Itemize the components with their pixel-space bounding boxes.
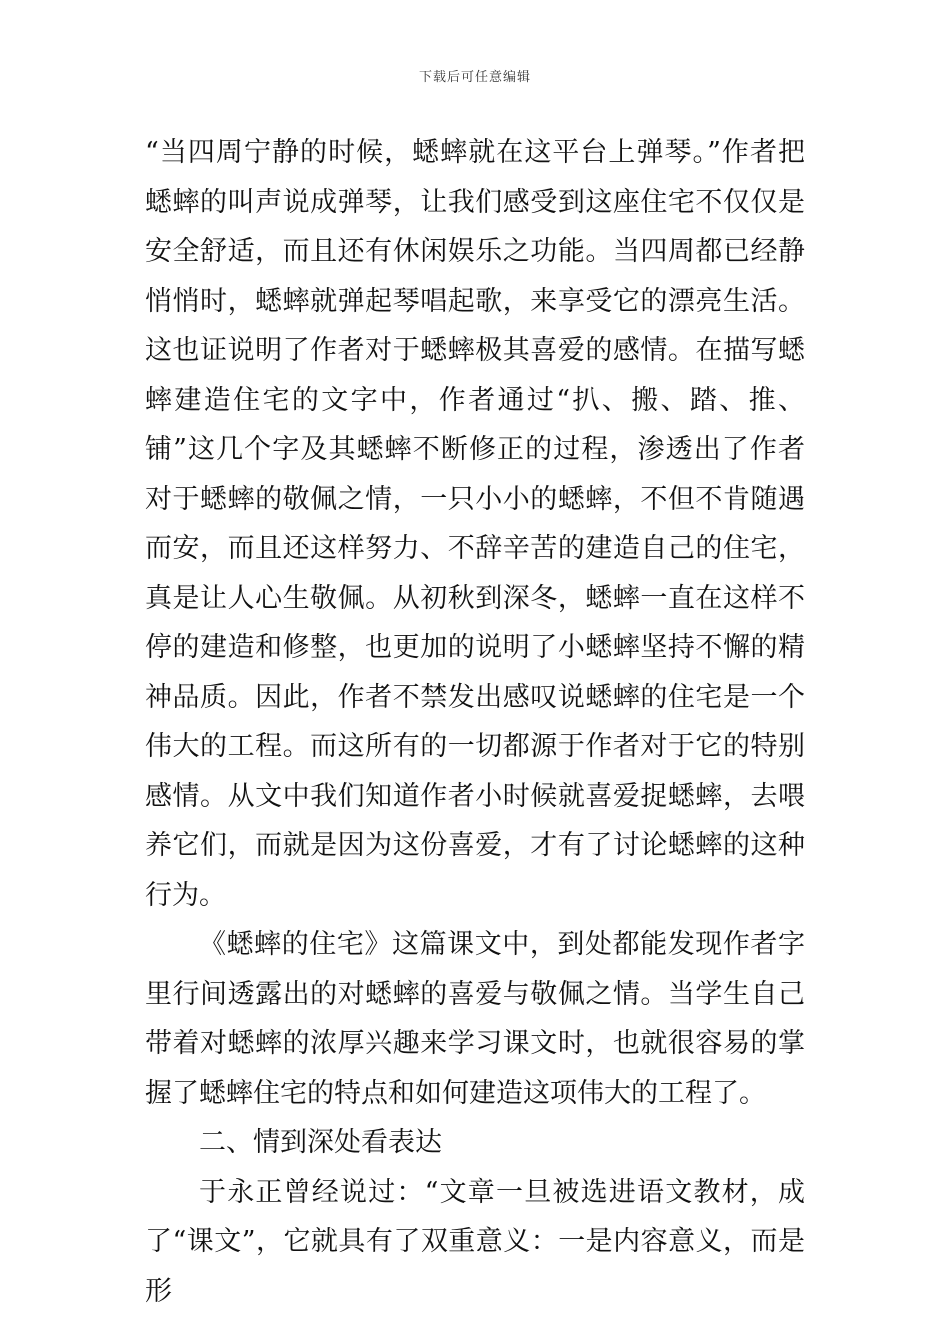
paragraph-2: 《蟋蟀的住宅》这篇课文中，到处都能发现作者字里行间透露出的对蟋蟀的喜爱与敬佩之情。当学生自己带着对蟋蟀的浓厚兴趣来学习课文时，也就很容易的掌握了蟋蟀住宅的特点和如何建造这项伟大的工程了。 [145,929,805,1109]
paragraph-1: “当四周宁静的时候，蟋蟀就在这平台上弹琴。”作者把蟋蟀的叫声说成弹琴，让我们感受到这座住宅不仅仅是安全舒适，而且还有休闲娱乐之功能。当四周都已经静悄悄时，蟋蟀就弹起琴唱起歌，来享受它的漂亮生活。这也证说明了作者对于蟋蟀极其喜爱的感情。在描写蟋蟀建造住宅的文字中，作者通过“扒、搬、踏、推、铺”这几个字及其蟋蟀不断修正的过程，渗透出了作者对于蟋蟀的敬佩之情，一只小小的蟋蟀，不但不肯随遇而安，而且还这样努力、不辞辛苦的建造自己的住宅，真是让人心生敬佩。从初秋到深冬，蟋蟀一直在这样不停的建造和修整，也更加的说明了小蟋蟀坚持不懈的精神品质。因此，作者不禁发出感叹说蟋蟀的住宅是一个伟大的工程。而这所有的一切都源于作者对于它的特别感情。从文中我们知道作者小时候就喜爱捉蟋蟀，去喂养它们，而就是因为这份喜爱，才有了讨论蟋蟀的这种行为。 [145,137,805,911]
section-heading: 二、情到深处看表达 [199,1127,442,1158]
document-body [145,128,805,1316]
paragraph-3: 于永正曾经说过：“文章一旦被选进语文教材，成了“课文”，它就具有了双重意义：一是内容意义，而是形 [145,1176,805,1307]
page-header: 下载后可任意编辑 [418,70,531,85]
